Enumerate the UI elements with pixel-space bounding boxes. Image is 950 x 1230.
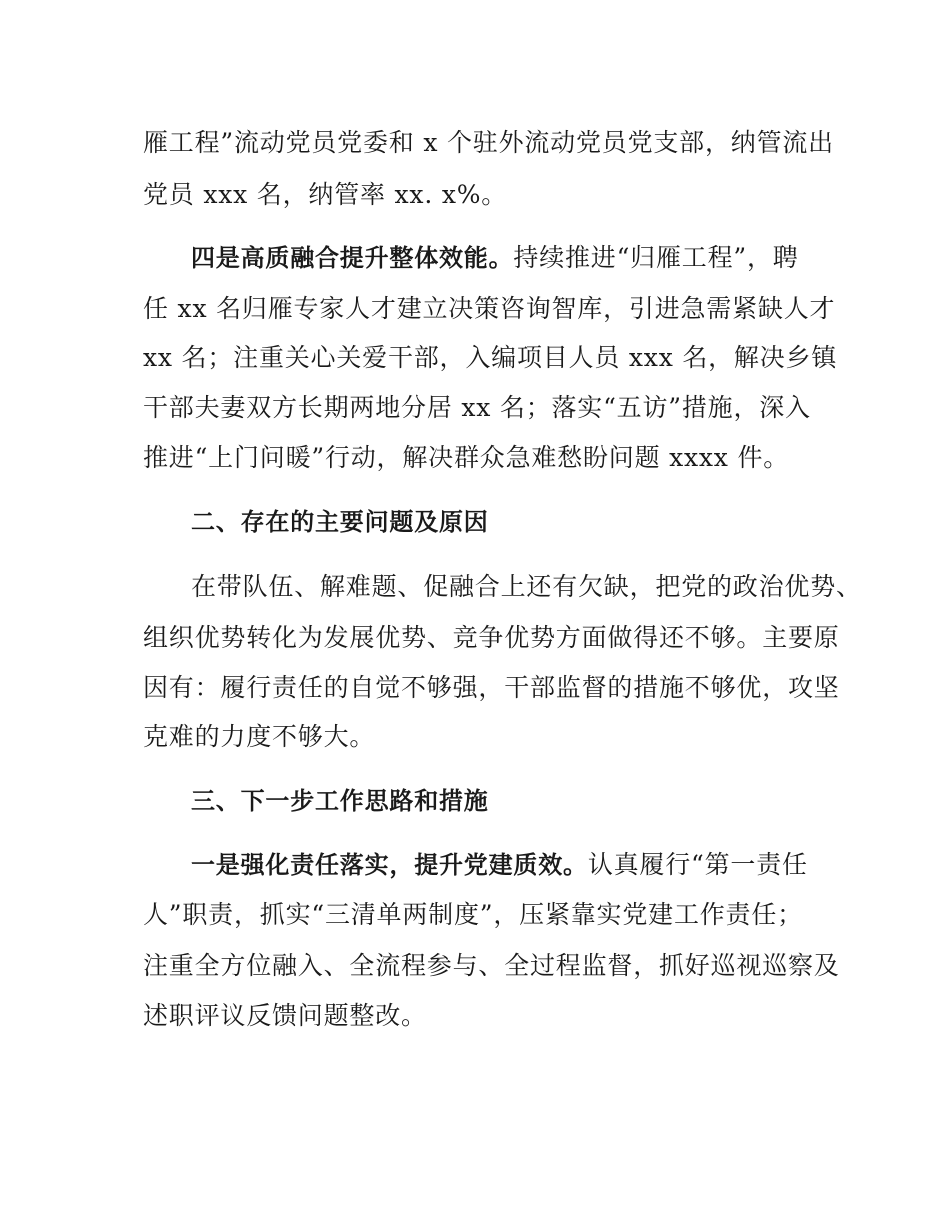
paragraph-line: 克难的力度不够大。: [143, 722, 376, 751]
paragraph-text: 持续推进“归雁工程”，聘: [513, 243, 799, 272]
paragraph-line: 任 xx 名归雁专家人才建立决策咨询智库，引进急需紧缺人才: [143, 294, 836, 323]
paragraph-line: 因有：履行责任的自觉不够强，干部监督的措施不够优，攻坚: [143, 673, 840, 702]
paragraph-lead-bold: 一是强化责任落实，提升党建质效。: [191, 851, 588, 879]
paragraph-line: 推进“上门问暖”行动，解决群众急难愁盼问题 xxxx 件。: [143, 443, 790, 472]
paragraph-line: 党员 xxx 名，纳管率 xx. x%。: [143, 180, 508, 209]
paragraph-line: 雁工程”流动党员党委和 x 个驻外流动党员党支部，纳管流出: [143, 128, 834, 157]
paragraph-line: 干部夫妻双方长期两地分居 xx 名；落实“五访”措施，深入: [143, 393, 811, 422]
paragraph-line: 组织优势转化为发展优势、竞争优势方面做得还不够。主要原: [143, 623, 840, 652]
paragraph-line: 人”职责，抓实“三清单两制度”，压紧靠实党建工作责任；: [143, 900, 803, 929]
paragraph-lead-bold: 四是高质融合提升整体效能。: [191, 244, 514, 272]
section-heading: 二、存在的主要问题及原因: [191, 508, 489, 536]
paragraph-line: 注重全方位融入、全流程参与、全过程监督，抓好巡视巡察及: [143, 951, 840, 980]
paragraph-line: xx 名；注重关心关爱干部，入编项目人员 xxx 名，解决乡镇: [143, 343, 838, 372]
section-heading: 三、下一步工作思路和措施: [191, 787, 489, 815]
paragraph-first-line: [191, 850, 808, 880]
paragraph-first-line: 在带队伍、解难题、促融合上还有欠缺，把党的政治优势、: [191, 572, 862, 601]
paragraph-first-line: [191, 243, 799, 273]
paragraph-line: 述职评议反馈问题整改。: [143, 1001, 427, 1030]
paragraph-text: 认真履行“第一责任: [587, 850, 808, 879]
